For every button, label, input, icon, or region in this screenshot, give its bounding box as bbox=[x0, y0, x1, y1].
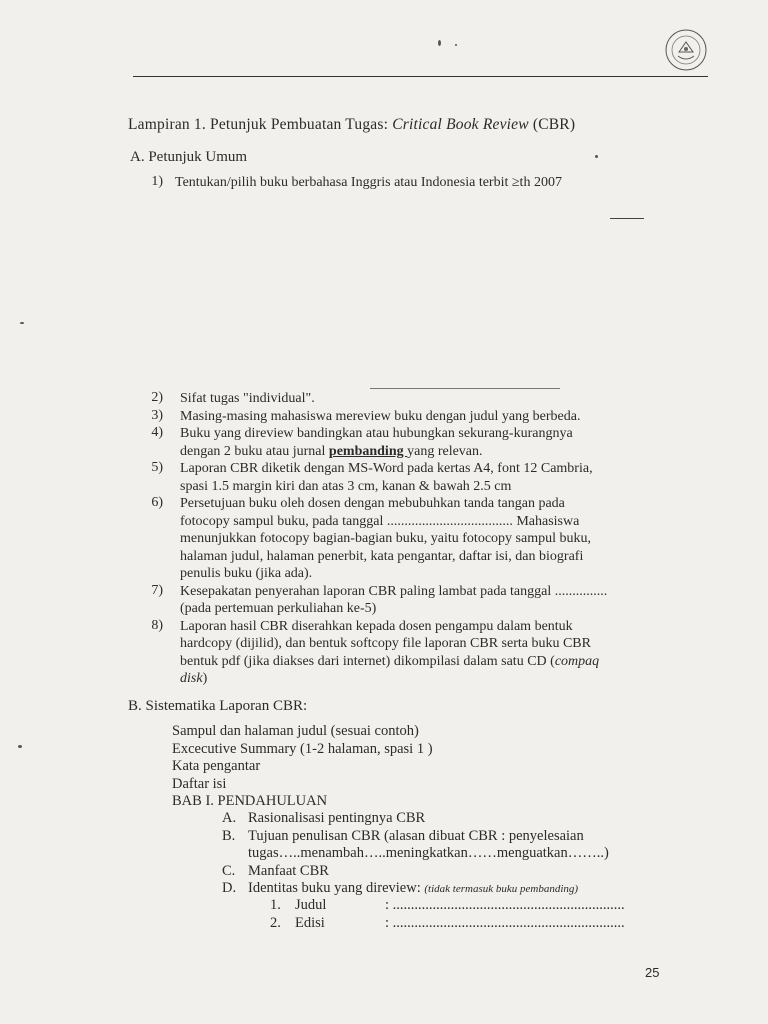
item-number: 7) bbox=[151, 582, 163, 598]
scan-speck bbox=[18, 745, 22, 748]
item-number: 5) bbox=[151, 460, 163, 475]
subsection-text: tugas…..menambah…..meningkatkan……menguatkan……..) bbox=[248, 845, 609, 861]
header-rule bbox=[133, 76, 708, 77]
subsection-label: A. bbox=[222, 810, 237, 826]
item-text-line: Kesepakatan penyerahan laporan CBR paling lambat pada tanggal ............... bbox=[180, 583, 608, 599]
structure-line: Kata pengantar bbox=[172, 758, 261, 774]
field-blank: : ................................................................ bbox=[385, 914, 625, 931]
item-text-line: (pada pertemuan perkuliahan ke-5) bbox=[180, 601, 377, 616]
scan-speck bbox=[438, 40, 441, 46]
scan-line bbox=[610, 218, 644, 219]
item-text-line: Sifat tugas "individual". bbox=[180, 391, 315, 406]
scan-line bbox=[370, 388, 560, 389]
item-number: 3) bbox=[151, 407, 163, 423]
item-text-line: Laporan hasil CBR diserahkan kepada dosen pengampu dalam bentuk bbox=[180, 618, 573, 634]
scan-speck bbox=[20, 322, 24, 324]
item-text-line: dengan 2 buku atau jurnal pembanding yang relevan. bbox=[180, 443, 483, 459]
document-title: Lampiran 1. Petunjuk Pembuatan Tugas: Critical Book Review (CBR) bbox=[128, 116, 576, 133]
field-number: 2. bbox=[270, 914, 281, 931]
section-a-heading: A. Petunjuk Umum bbox=[130, 149, 248, 165]
item-number: 1) bbox=[151, 174, 163, 189]
subsection-text: Manfaat CBR bbox=[248, 862, 329, 879]
italic-term: compaq bbox=[554, 653, 600, 669]
item-text-line: fotocopy sampul buku, pada tanggal .................................... Mahasiswa bbox=[180, 513, 580, 529]
subsection-text: Identitas buku yang direview: (tidak termasuk buku pembanding) bbox=[248, 880, 579, 896]
item-number: 4) bbox=[151, 425, 163, 440]
section-b-heading: B. Sistematika Laporan CBR: bbox=[128, 698, 308, 714]
item-text-line: Buku yang direview bandingkan atau hubungkan sekurang-kurangnya bbox=[180, 426, 573, 441]
subsection-label: C. bbox=[222, 862, 236, 879]
scan-speck bbox=[455, 44, 457, 46]
item-text-line: spasi 1.5 margin kiri dan atas 3 cm, kanan & bawah 2.5 cm bbox=[180, 478, 512, 494]
item-number: 6) bbox=[151, 495, 163, 510]
item-number: 2) bbox=[151, 390, 163, 405]
subsection-text: Tujuan penulisan CBR (alasan dibuat CBR : penyelesaian bbox=[248, 827, 584, 844]
field-blank: : ................................................................ bbox=[385, 897, 625, 913]
subsection-label: B. bbox=[222, 827, 236, 844]
item-text-line: disk) bbox=[180, 671, 208, 686]
subsection-label: D. bbox=[222, 880, 237, 896]
item-text-line: hardcopy (dijilid), dan bentuk softcopy file laporan CBR serta buku CBR bbox=[180, 636, 591, 651]
field-label: Edisi bbox=[295, 914, 325, 931]
item-text-line: penulis buku (jika ada). bbox=[180, 566, 313, 581]
item-text-line: Laporan CBR diketik dengan MS-Word pada kertas A4, font 12 Cambria, bbox=[180, 461, 593, 476]
field-number: 1. bbox=[270, 897, 281, 913]
structure-line: Sampul dan halaman judul (sesuai contoh) bbox=[172, 723, 419, 739]
item-text-line: menunjukkan fotocopy bagian-bagian buku, yaitu fotocopy sampul buku, bbox=[180, 531, 591, 546]
italic-note: (tidak termasuk buku pembanding) bbox=[424, 883, 579, 895]
structure-line: Daftar isi bbox=[172, 775, 227, 792]
field-label: Judul bbox=[295, 897, 327, 913]
item-text-line: Masing-masing mahasiswa mereview buku dengan judul yang berbeda. bbox=[180, 408, 581, 424]
structure-line: Excecutive Summary (1-2 halaman, spasi 1 ) bbox=[172, 740, 433, 757]
structure-line: BAB I. PENDAHULUAN bbox=[172, 793, 328, 809]
item-text-line: bentuk pdf (jika diakses dari internet) dikompilasi dalam satu CD (compaq bbox=[180, 653, 600, 669]
item-text-line: halaman judul, halaman penerbit, kata pengantar, daftar isi, dan biografi bbox=[180, 548, 584, 564]
university-seal-icon bbox=[664, 28, 708, 72]
item-number: 8) bbox=[151, 617, 163, 633]
page-number: 25 bbox=[645, 965, 660, 980]
subsection-text: Rasionalisasi pentingnya CBR bbox=[248, 810, 426, 826]
item-1-text: Tentukan/pilih buku berbahasa Inggris atau Indonesia terbit ≥th 2007 bbox=[175, 175, 562, 190]
item-text-line: Persetujuan buku oleh dosen dengan mebubuhkan tanda tangan pada bbox=[180, 496, 565, 511]
emphasized-word: pembanding bbox=[328, 443, 408, 459]
scan-speck bbox=[595, 155, 598, 158]
